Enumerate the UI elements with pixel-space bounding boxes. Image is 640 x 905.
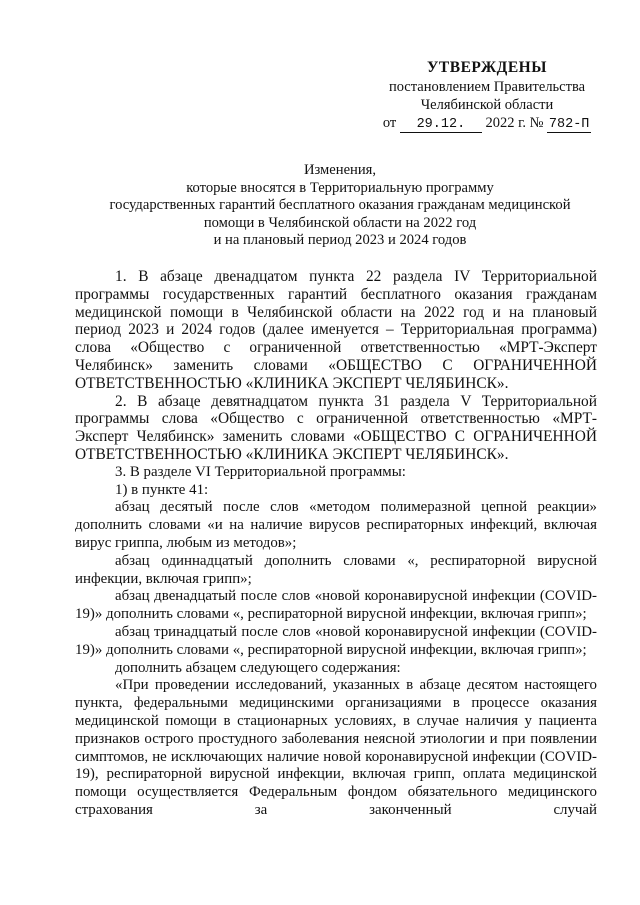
approval-year: 2022 г. № [485, 115, 544, 131]
heading-line-3: государственных гарантий бесплатного оказания гражданам медицинской [109, 197, 571, 213]
paragraph-2: 2. В абзаце девятнадцатом пункта 31 раздела V Территориальной программы слова «Общество с ограниченной ответственностью «МРТ-Эксперт Челябинск» заменить словами «ОБЩЕСТВО С ОГРАНИЧЕННОЙ ОТВЕТСТВЕННОСТЬЮ «КЛИНИКА ЭКСПЕРТ ЧЕЛЯБИНСК». [75, 392, 597, 463]
approval-line-2: Челябинской области [420, 97, 554, 113]
approval-stamp [372, 58, 602, 133]
paragraph-10: «При проведении исследований, указанных в абзаце десятом настоящего пункта, федеральными медицинскими организациями в процессе оказания медицинской помощи в стационарных условиях, в случае наличия у пациента признаков острого простудного заболевания неясной этиологии и при появлении симптомов, не исключающих наличие новой коронавирусной инфекции (COVID-19), респираторной вирусной инфекции, включая грипп, оплата медицинской помощи осуществляется Федеральным фондом обязательного медицинского страхования за законченный случай [75, 677, 597, 818]
paragraph-4: 1) в пункте 41: [115, 481, 209, 498]
paragraph-8: абзац тринадцатый после слов «новой коронавирусной инфекции (COVID-19)» дополнить словами «, респираторной вирусной инфекции, включая грипп»; [75, 623, 597, 658]
paragraph-3: 3. В разделе VI Территориальной программы: [115, 463, 406, 480]
paragraph-5: абзац десятый после слов «методом полимеразной цепной реакции» дополнить словами «и на наличие вирусов респираторных инфекций, включая вирус гриппа, любым из методов»; [75, 499, 597, 551]
heading-line-4: помощи в Челябинской области на 2022 год [203, 214, 477, 231]
approval-number: 782-П [548, 117, 590, 132]
paragraph-7: абзац двенадцатый после слов «новой коронавирусной инфекции (COVID-19)» дополнить словами «, респираторной вирусной инфекции, включая грипп»; [75, 588, 597, 623]
approval-line-1: постановлением Правительства [388, 79, 586, 95]
paragraph-9: дополнить абзацем следующего содержания: [115, 659, 401, 676]
heading-line-2: которые вносятся в Территориальную программу [186, 179, 494, 196]
heading-line-1: Изменения, [303, 162, 377, 178]
document-heading [60, 162, 620, 250]
paragraph-1: 1. В абзаце двенадцатом пункта 22 раздела IV Территориальной программы государственных гарантий бесплатного оказания гражданам медицинской помощи в Челябинской области на 2022 год и на плановый период 2023 и 2024 годов (далее именуется – Территориальная программа) слова «Общество с ограниченной ответственностью «МРТ-Эксперт Челябинск» заменить словами «ОБЩЕСТВО С ОГРАНИЧЕННОЙ ОТВЕТСТВЕННОСТЬЮ «КЛИНИКА ЭКСПЕРТ ЧЕЛЯБИНСК». [75, 268, 597, 392]
approval-title: УТВЕРЖДЕНЫ [427, 59, 547, 76]
approval-date: 29.12. [400, 117, 482, 133]
document-body [75, 268, 597, 820]
date-prefix: от [382, 115, 397, 131]
paragraph-6: абзац одиннадцатый дополнить словами «, респираторной вирусной инфекции, включая грипп»; [75, 552, 597, 587]
approval-date-line [372, 114, 602, 133]
heading-line-5: и на плановый период 2023 и 2024 годов [213, 232, 467, 248]
